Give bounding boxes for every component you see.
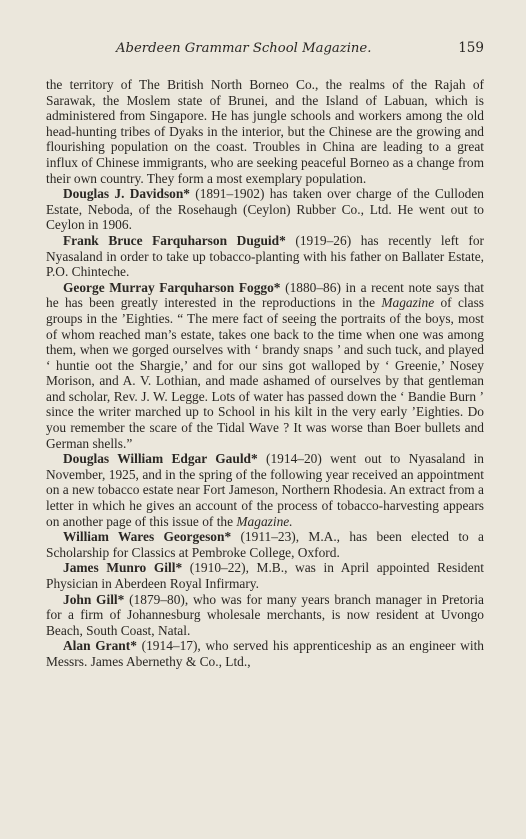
person-name: John Gill* xyxy=(63,591,125,607)
entry-text: (1880–86) in a recent note says that he has been greatly interested in the reproductions in the xyxy=(46,279,484,311)
magazine-italic: Magazine xyxy=(381,295,435,311)
person-name: William Wares Georgeson* xyxy=(63,529,232,545)
magazine-italic: Magazine. xyxy=(236,513,293,529)
entry-gauld xyxy=(46,451,484,529)
entry-text: (1914–20) went out to Nyasaland in November, 1925, and in the spring of the following year received an appointment on a new tobacco estate near Fort Jameson, Northern Rhodesia. An extract from a letter in which he gives an account of the process of tobacco-harvesting appears on another page of this issue of the xyxy=(46,451,484,529)
page-number: 159 xyxy=(458,40,484,56)
person-name: James Munro Gill* xyxy=(63,560,183,576)
article-body xyxy=(46,77,484,670)
paragraph-text: the territory of The British North Borneo Co., the realms of the Rajah of Sarawak, the Moslem state of Brunei, and the Island of Labuan, which is administered from Singapore. He has jungle schools and workers among the old head-hunting tribes of Dyaks in the interior, but the Chinese are the growing and flourishing population on the coast. Troubles in China are leading to a great influx of Chinese immigrants, who are seeking peaceful Borneo as a change from their own country. They form a most exemplary population. xyxy=(46,77,484,186)
entry-grant xyxy=(46,638,484,669)
entry-foggo xyxy=(46,280,484,452)
person-name: Frank Bruce Farquharson Duguid* xyxy=(63,232,286,248)
entry-text: (1891–1902) has taken over charge of the Culloden Estate, Neboda, of the Rosehaugh (Ceylon) Rubber Co., Ltd. He went out to Ceylon in 1906. xyxy=(46,186,484,233)
entry-text: (1910–22), M.B., was in April appointed Resident Physician in Aberdeen Royal Infirmary. xyxy=(46,560,484,591)
entry-text: (1911–23), M.A., has been elected to a Scholarship for Classics at Pembroke College, Oxford. xyxy=(46,529,484,560)
entry-text: (1879–80), who was for many years branch manager in Pretoria for a firm of Johannesburg wholesale merchants, is now resident at Uvongo Beach, South Coast, Natal. xyxy=(46,591,484,638)
person-name: Douglas J. Davidson* xyxy=(63,186,190,202)
entry-davidson xyxy=(46,186,484,233)
person-name: Alan Grant* xyxy=(63,638,137,654)
entry-duguid xyxy=(46,233,484,280)
entry-text: (1919–26) has recently left for Nyasaland in order to take up tobacco-planting with his father on Ballater Estate, P.O. Chinteche. xyxy=(46,232,484,280)
paragraph-continuation xyxy=(46,77,484,186)
entry-james-gill xyxy=(46,560,484,591)
person-name: George Murray Farquharson Foggo* xyxy=(63,279,281,295)
running-head xyxy=(116,40,484,56)
entry-text: (1914–17), who served his apprenticeship as an engineer with Messrs. James Abernethy & Co., Ltd., xyxy=(46,638,484,669)
entry-john-gill xyxy=(46,592,484,639)
journal-title: Aberdeen Grammar School Magazine. xyxy=(116,41,372,56)
entry-georgeson xyxy=(46,529,484,560)
person-name: Douglas William Edgar Gauld* xyxy=(63,451,258,467)
entry-text: of class groups in the ’Eighties. “ The mere fact of seeing the portraits of the boys, most of whom reached man’s estate, takes one back to the time when one was among them, when we gorged ourselves with ‘ brandy snaps ’ and such tuck, and played ‘ huntie oot the Shargie,’ and for our sins got walloped by ‘ Greenie,’ Nosey Morison, and A. V. Lothian, and made ashamed of ourselves by that gentleman and scholar, Rev. J. W. Legge. Lots of water has passed down the ‘ Bandie Burn ’ since the writer marched up to School in his kilt in the very early ’Eighties. Do you remember the scare of the Tidal Wave ? It was worse than Boer bullets and German shells.” xyxy=(46,295,484,451)
